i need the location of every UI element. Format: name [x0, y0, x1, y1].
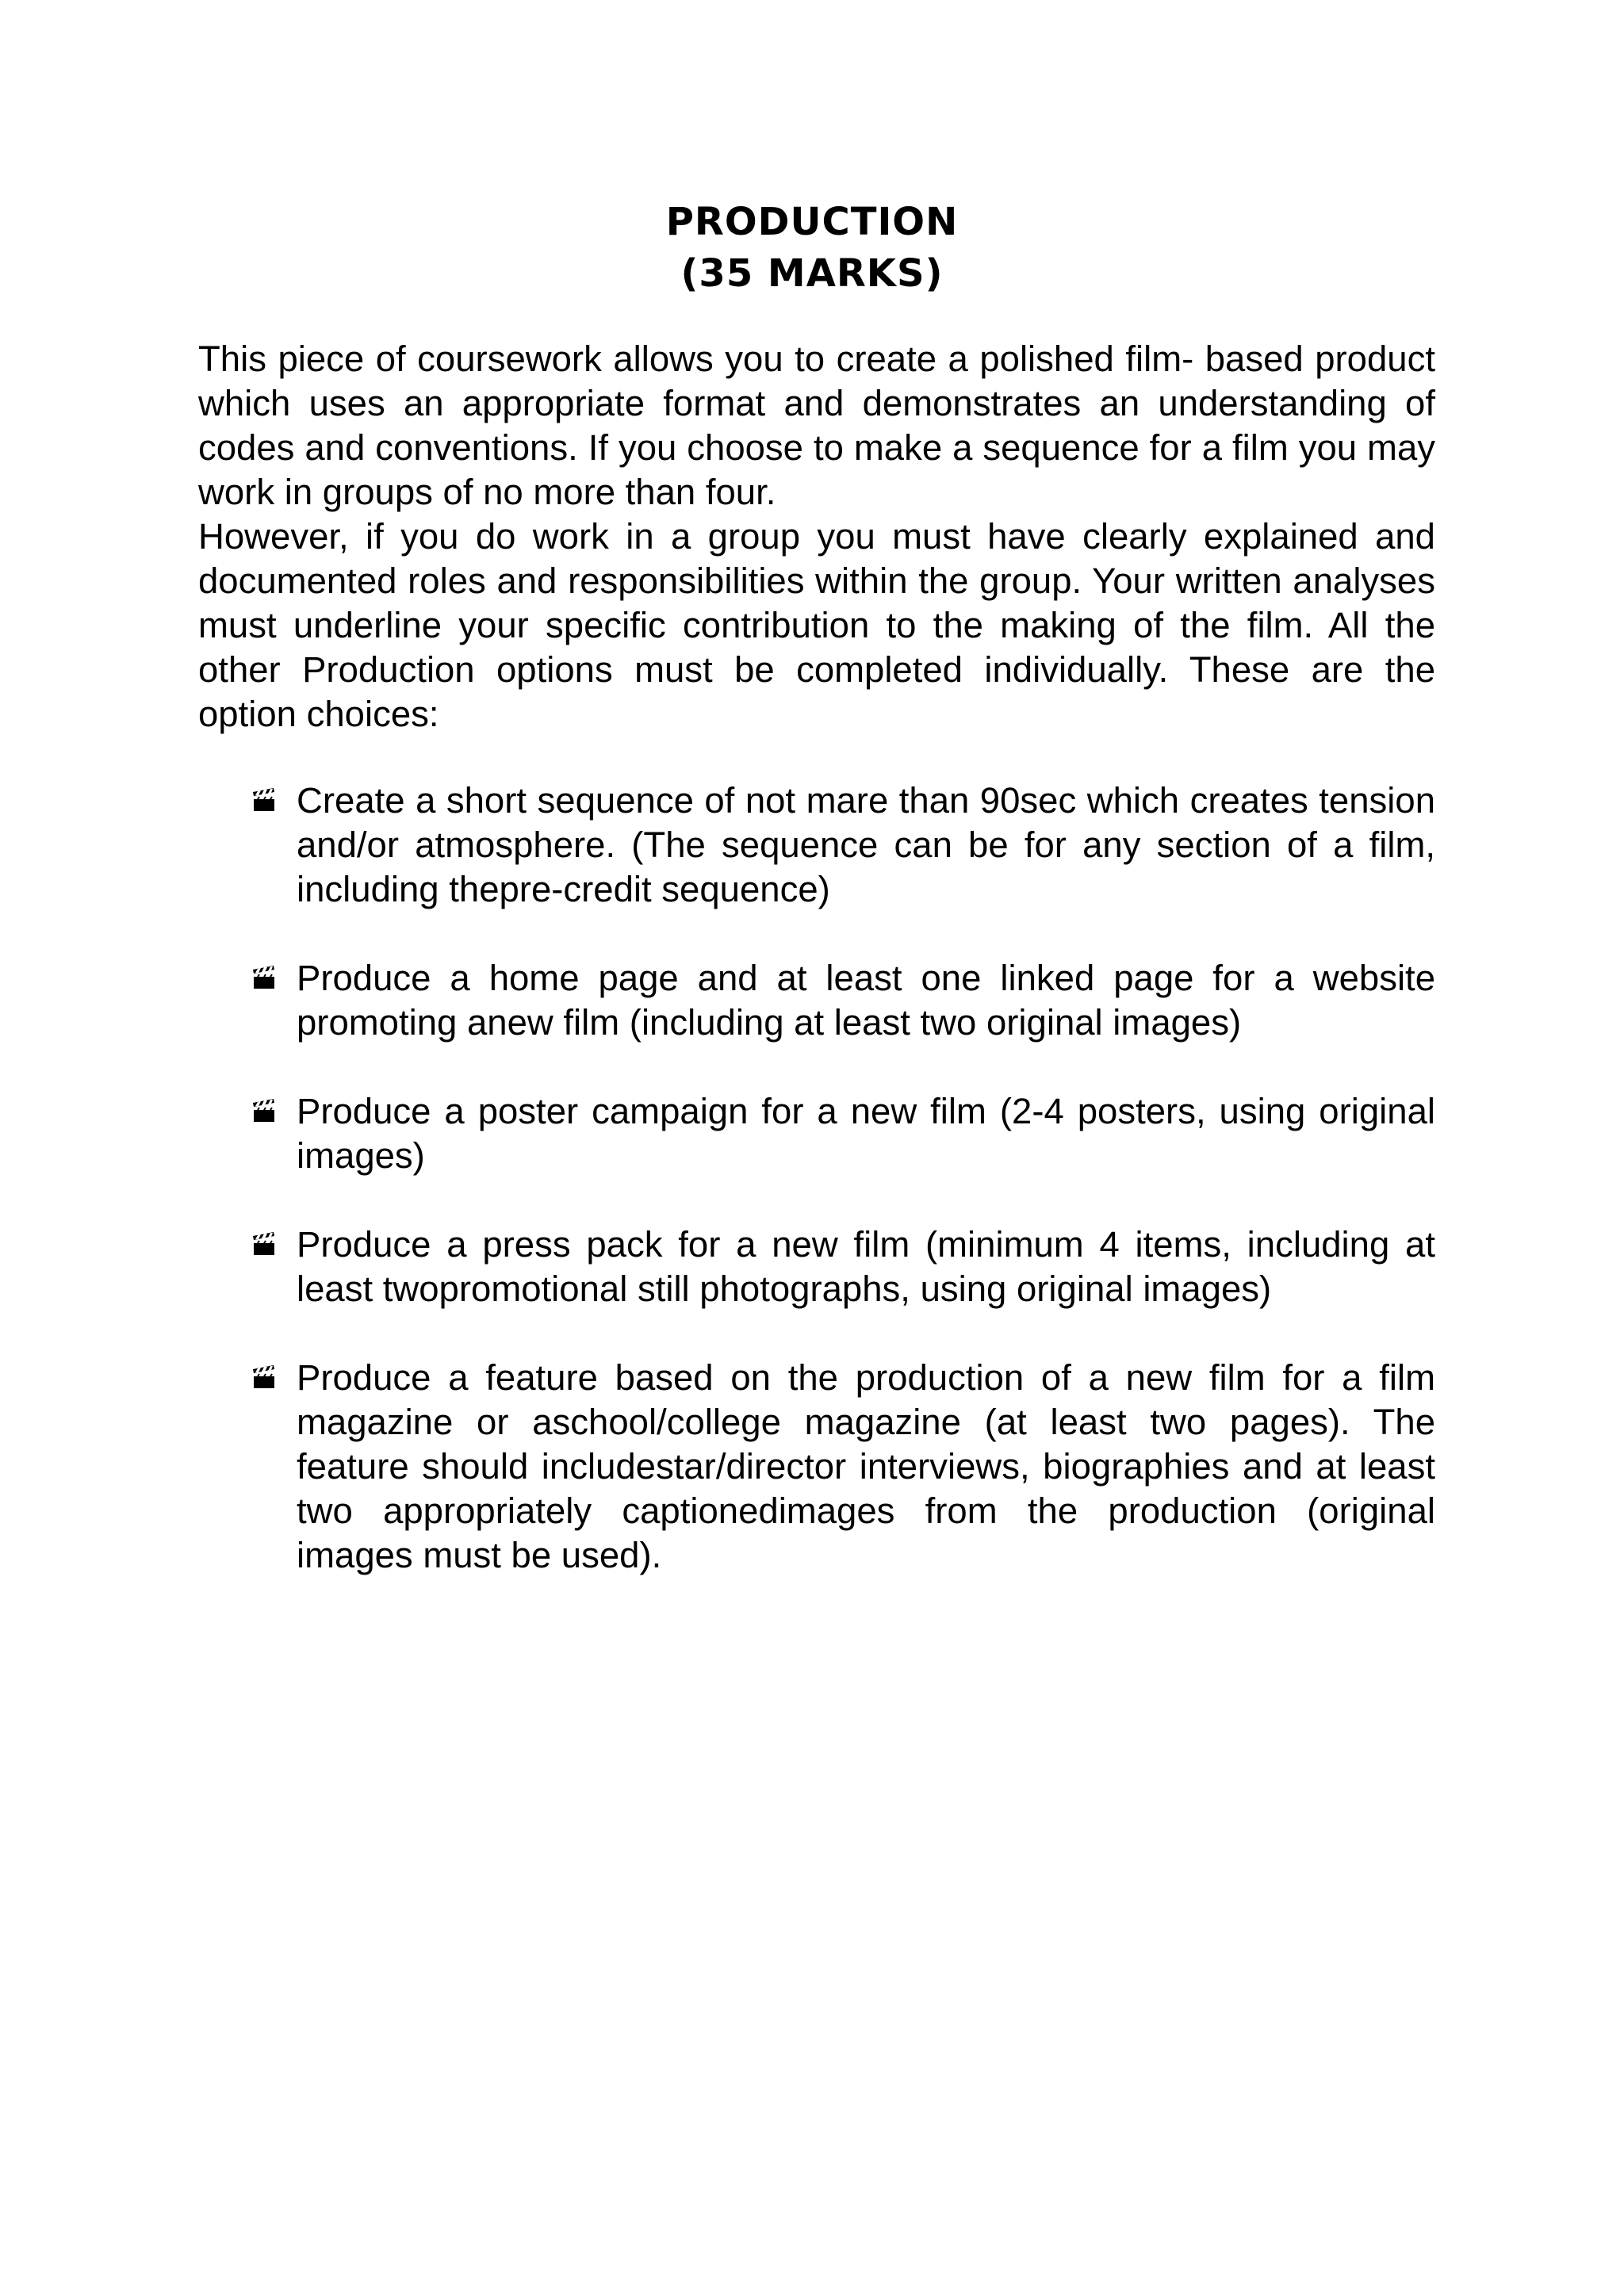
option-choices-list — [198, 779, 1435, 1578]
intro-text — [198, 337, 1435, 737]
page-title: PRODUCTION — [665, 200, 959, 244]
option-item — [198, 1356, 1435, 1578]
option-text: Create a short sequence of not mare than 90sec which creates tension and/or atmosphere. (The sequence can be for any section of a film, including thepre-credit sequence) — [297, 780, 1435, 909]
option-text: Produce a poster campaign for a new film (2-4 posters, using original images) — [297, 1091, 1435, 1176]
option-item — [198, 956, 1435, 1045]
option-text: Produce a feature based on the production of a new film for a film magazine or aschool/college magazine (at least two pages). The feature should includestar/director interviews, biographies and at least two appropriately captionedimages from the production (original images must be used). — [297, 1357, 1435, 1575]
option-item — [198, 1089, 1435, 1178]
intro-paragraph-2: However, if you do work in a group you must have clearly explained and documented roles and responsibilities within the group. Your written analyses must underline your specific contribution to the making of the film. All the other Production options must be completed individually. These are the option choices: — [198, 516, 1435, 734]
option-text: Produce a press pack for a new film (minimum 4 items, including at least twopromotional still photographs, using original images) — [297, 1224, 1435, 1309]
clapperboard-icon — [251, 1230, 278, 1257]
clapperboard-icon — [251, 964, 278, 991]
clapperboard-icon — [251, 786, 278, 813]
clapperboard-icon — [251, 1097, 278, 1124]
option-item — [198, 779, 1435, 912]
page-subtitle-marks: (35 MARKS) — [680, 251, 944, 296]
clapperboard-icon — [251, 1364, 278, 1391]
intro-paragraph-1: This piece of coursework allows you to create a polished film- based product which uses an appropriate format and demonstrates an understanding of codes and conventions. If you choose to make a sequence for a film you may work in groups of no more than four. — [198, 339, 1435, 512]
option-text: Produce a home page and at least one linked page for a website promoting anew film (including at least two original images) — [297, 958, 1435, 1043]
option-item — [198, 1223, 1435, 1311]
